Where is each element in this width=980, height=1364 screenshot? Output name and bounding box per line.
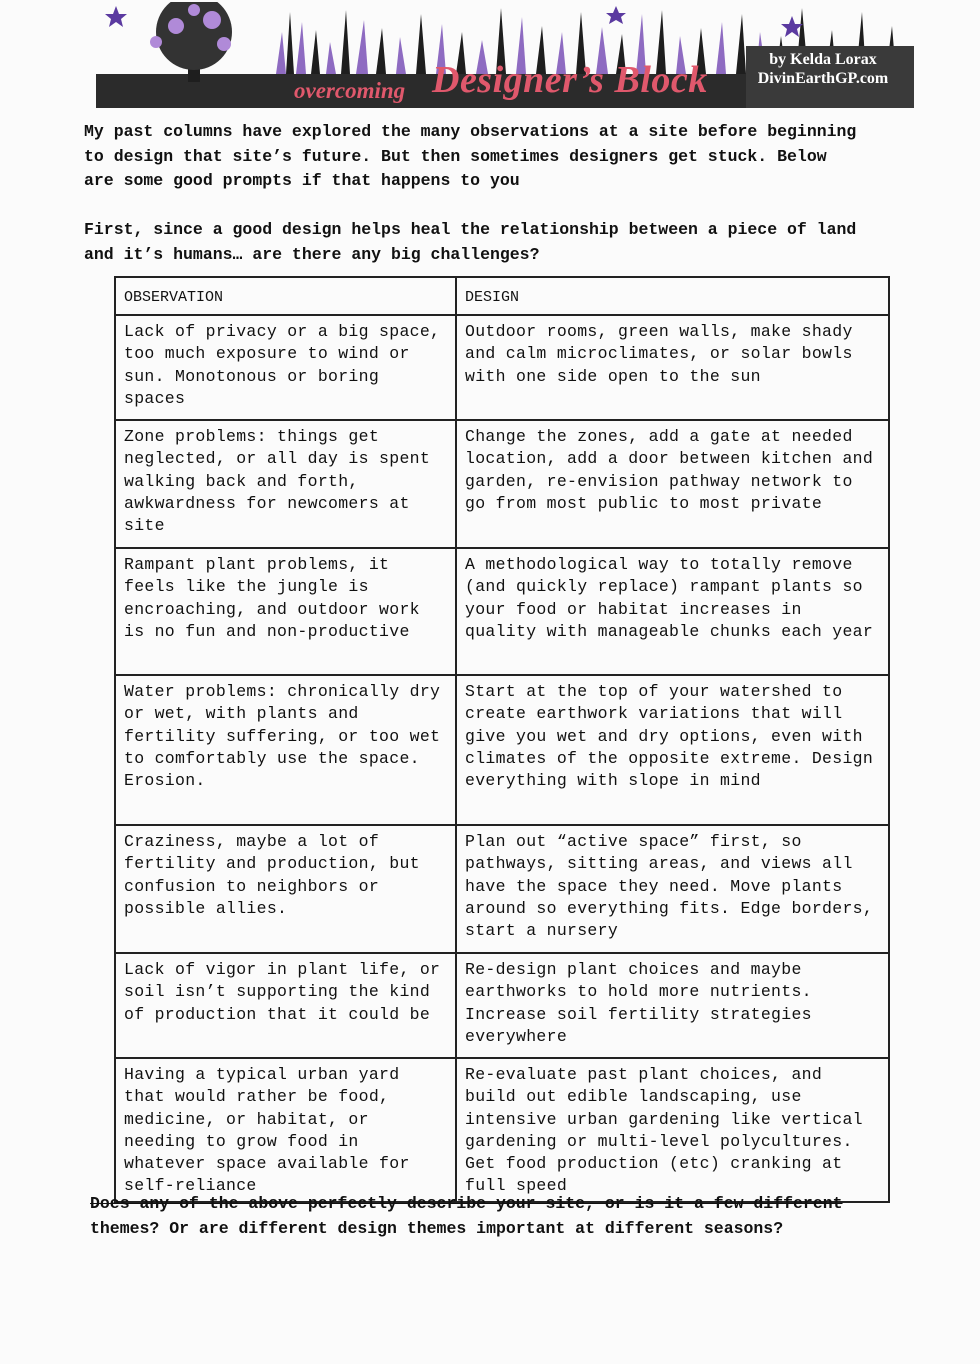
- design-cell: Re-design plant choices and maybe earthworks to hold more nutrients. Increase soil fertility strategies everywhere: [456, 953, 889, 1058]
- design-cell: A methodological way to totally remove (and quickly replace) rampant plants so your food or habitat increases in quality with manageable chunks each year: [456, 548, 889, 675]
- byline-site: DivinEarthGP.com: [757, 70, 889, 87]
- table-row: [115, 825, 889, 953]
- table-row: [115, 1058, 889, 1202]
- closing-paragraph: [90, 1192, 930, 1241]
- byline-author: by Kelda Lorax: [769, 51, 877, 68]
- page-title: Designer’s Block: [432, 59, 708, 101]
- observation-cell: Water problems: chronically dry or wet, with plants and fertility suffering, or too wet to comfortably use the space. Erosion.: [115, 675, 456, 825]
- design-cell: Outdoor rooms, green walls, make shady and calm microclimates, or solar bowls with one side open to the sun: [456, 315, 889, 420]
- observation-design-table: [114, 276, 890, 1203]
- closing-line-1: Does any of the above perfectly describe your site, or is it a few different: [90, 1194, 843, 1213]
- design-cell: Re-evaluate past plant choices, and build out edible landscaping, use intensive urban gardening like vertical gardening or multi-level polycultures. Get food production (etc) cranking at full speed: [456, 1058, 889, 1202]
- design-cell: Start at the top of your watershed to create earthwork variations that will give you wet and dry options, even with climates of the opposite extreme. Design everything with slope in mind: [456, 675, 889, 825]
- design-cell: Plan out “active space” first, so pathways, sitting areas, and views all have the space they need. Move plants around so everything fits. Edge borders, start a nursery: [456, 825, 889, 953]
- table-row: [115, 675, 889, 825]
- intro-paragraph: My past columns have explored the many observations at a site before beginning to design that site’s future. But then sometimes designers get stuck. Below are some good prompts if that happens to you: [84, 122, 857, 190]
- table-row: [115, 953, 889, 1058]
- question-paragraph: First, since a good design helps heal the relationship between a piece of land and it’s humans… are there any big challenges?: [84, 220, 857, 264]
- design-cell: Change the zones, add a gate at needed location, add a door between kitchen and garden, re-envision pathway network to go from most public to most private: [456, 420, 889, 548]
- header-banner: [96, 2, 914, 108]
- observation-cell: Lack of vigor in plant life, or soil isn’t supporting the kind of production that it could be: [115, 953, 456, 1058]
- observation-cell: Rampant plant problems, it feels like the jungle is encroaching, and outdoor work is no fun and non-productive: [115, 548, 456, 675]
- table-row: [115, 548, 889, 675]
- table-row: [115, 420, 889, 548]
- closing-line-2: themes? Or are different design themes important at different seasons?: [90, 1218, 784, 1238]
- header-observation: OBSERVATION: [115, 277, 456, 315]
- observation-cell: Craziness, maybe a lot of fertility and production, but confusion to neighbors or possible allies.: [115, 825, 456, 953]
- observation-cell: Lack of privacy or a big space, too much exposure to wind or sun. Monotonous or boring spaces: [115, 315, 456, 420]
- title-prefix: overcoming: [294, 78, 406, 103]
- table-header-row: [115, 277, 889, 315]
- observation-cell: Zone problems: things get neglected, or all day is spent walking back and forth, awkwardness for newcomers at site: [115, 420, 456, 548]
- header-design: DESIGN: [456, 277, 889, 315]
- byline: [738, 50, 908, 88]
- observation-cell: Having a typical urban yard that would rather be food, medicine, or habitat, or needing to grow food in whatever space available for self-reliance: [115, 1058, 456, 1202]
- table-row: [115, 315, 889, 420]
